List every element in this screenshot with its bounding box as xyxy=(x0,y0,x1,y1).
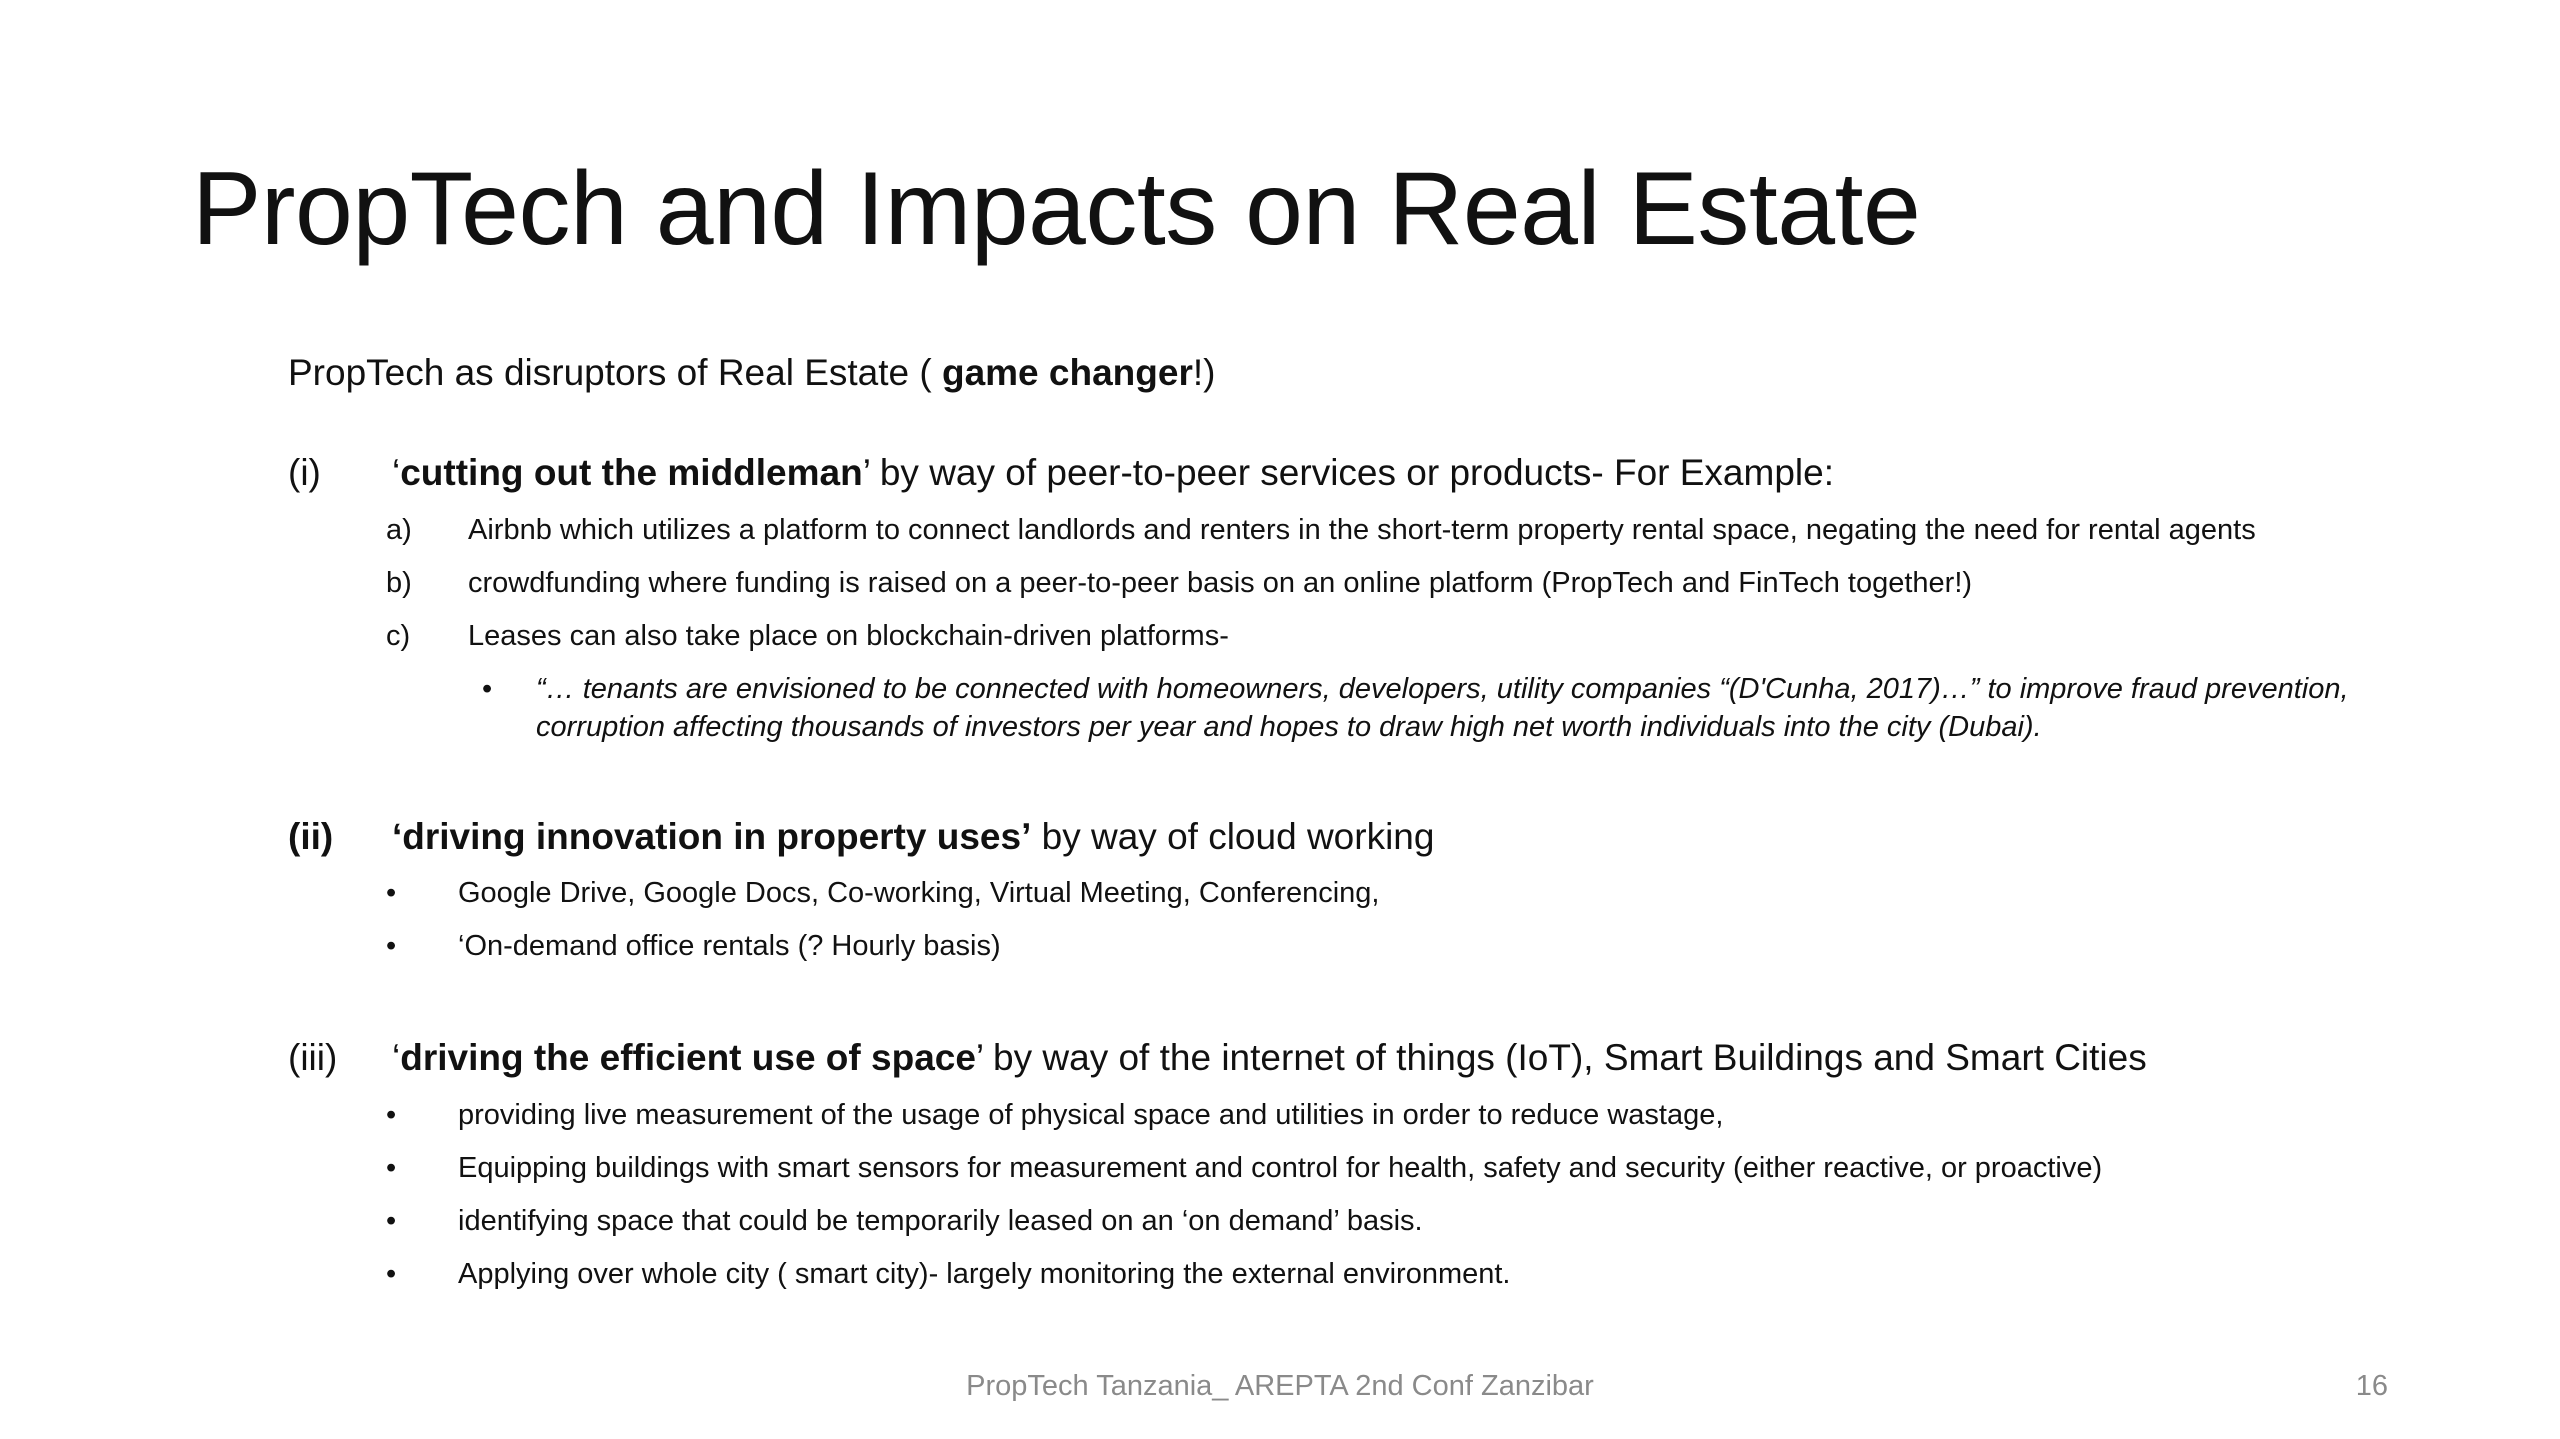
item-text: Equipping buildings with smart sensors for measurement and control for health, safety and security (either reactive, or proactive) xyxy=(458,1152,2103,1184)
item-text: Leases can also take place on blockchain-driven platforms- xyxy=(468,620,1229,652)
slide-footer: PropTech Tanzania_ AREPTA 2nd Conf Zanzibar xyxy=(966,1370,1594,1402)
page-number: 16 xyxy=(2355,1370,2388,1402)
section-heading-3 xyxy=(288,1037,2147,1079)
bullet-marker: • xyxy=(386,1205,397,1237)
item-text: Airbnb which utilizes a platform to connect landlords and renters in the short-term property rental space, negating the need for rental agents xyxy=(468,514,2256,546)
quote-text: “… tenants are envisioned to be connected with homeowners, developers, utility companies “(D'Cunha, 2017)…” to improve fraud prevention, corruption affecting thousands of investors per year and hopes to draw high net worth individuals into the city (Dubai). xyxy=(536,673,2349,743)
bullet-marker: • xyxy=(386,930,397,962)
section-heading-bold: ‘driving innovation in property uses’ xyxy=(392,816,1032,857)
section-heading-bold: cutting out the middleman xyxy=(400,452,863,493)
item-text: crowdfunding where funding is raised on a peer-to-peer basis on an online platform (PropTech and FinTech together!) xyxy=(468,567,1973,599)
section-heading-bold: driving the efficient use of space xyxy=(400,1037,976,1078)
item-text: ‘On-demand office rentals (? Hourly basis) xyxy=(458,930,1001,962)
quote-item xyxy=(482,670,2412,746)
slide-title: PropTech and Impacts on Real Estate xyxy=(192,151,1921,267)
open-quote: ‘ xyxy=(392,1037,401,1078)
intro-bold: game changer xyxy=(941,352,1193,393)
bullet-marker: • xyxy=(386,877,397,909)
section-number: (i) xyxy=(288,452,321,493)
intro-text-end: !) xyxy=(1192,352,1216,393)
section-heading-1 xyxy=(288,452,1834,494)
item-marker: c) xyxy=(386,620,411,652)
item-marker: a) xyxy=(386,514,412,546)
bullet-marker: • xyxy=(482,673,493,705)
bullet-marker: • xyxy=(386,1099,397,1131)
intro-text: PropTech as disruptors of Real Estate ( xyxy=(288,352,942,393)
section-number: (iii) xyxy=(288,1037,338,1078)
bullet-marker: • xyxy=(386,1258,397,1290)
item-text: providing live measurement of the usage of physical space and utilities in order to reduce wastage, xyxy=(458,1099,1724,1131)
item-text: identifying space that could be temporarily leased on an ‘on demand’ basis. xyxy=(458,1205,1423,1237)
section-heading-rest: by way of cloud working xyxy=(1031,816,1435,857)
section-heading-rest: ’ by way of the internet of things (IoT), Smart Buildings and Smart Cities xyxy=(975,1037,2147,1078)
item-marker: b) xyxy=(386,567,412,599)
section-heading-2 xyxy=(288,816,1434,858)
item-text: Google Drive, Google Docs, Co-working, Virtual Meeting, Conferencing, xyxy=(458,877,1380,909)
bullet-marker: • xyxy=(386,1152,397,1184)
section-heading-rest: ’ by way of peer-to-peer services or products- For Example: xyxy=(862,452,1834,493)
open-quote: ‘ xyxy=(392,452,401,493)
item-text: Applying over whole city ( smart city)- largely monitoring the external environment. xyxy=(458,1258,1511,1290)
intro-line xyxy=(288,352,1215,394)
section-number: (ii) xyxy=(288,816,334,857)
